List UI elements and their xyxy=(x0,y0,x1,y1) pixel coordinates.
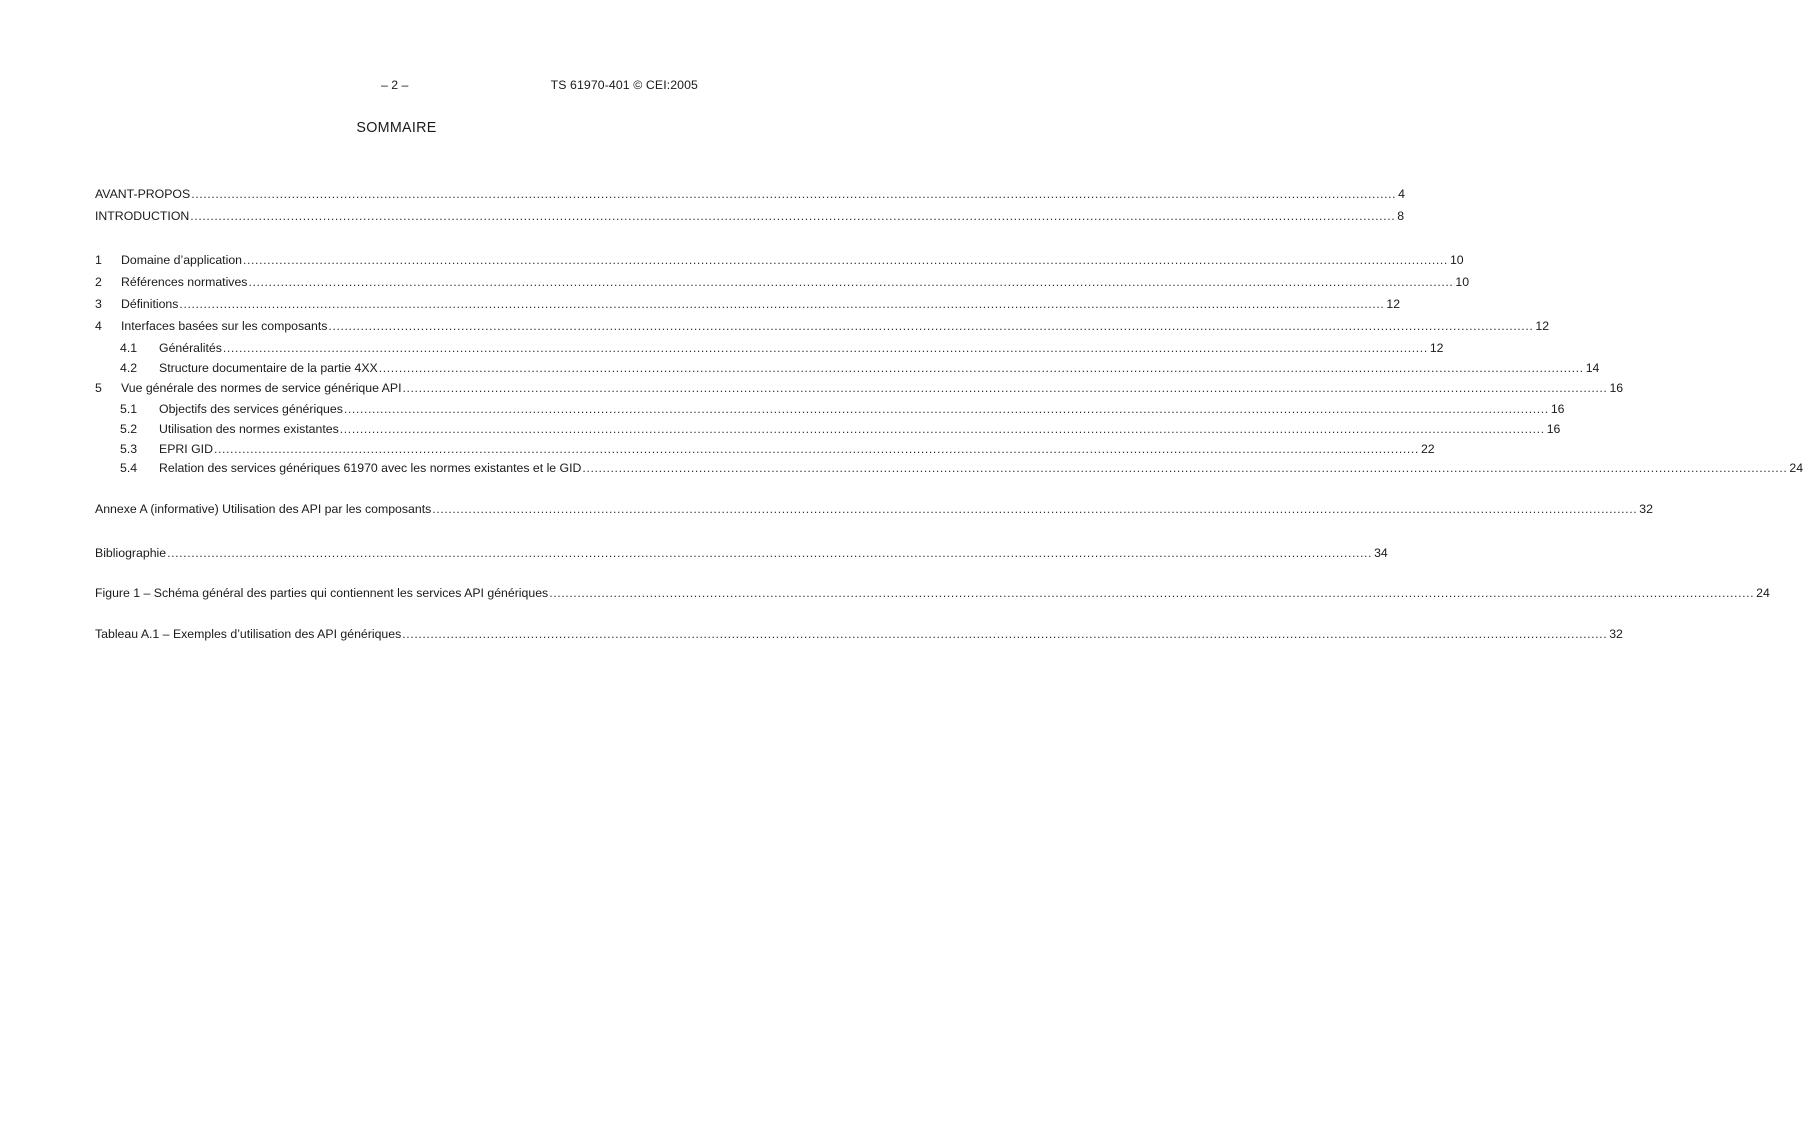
toc-entry-label: Vue générale des normes de service générique API xyxy=(121,381,402,395)
toc-entry-page: 14 xyxy=(1585,361,1600,375)
document-reference: TS 61970-401 © CEI:2005 xyxy=(550,78,698,92)
toc-entry-section-1[interactable] xyxy=(95,252,1464,268)
toc-leader-dots: ............................................................................................................................................................................................................................................................................................................ xyxy=(343,402,1549,416)
toc-entry-page: 34 xyxy=(1374,546,1388,560)
toc-leader-dots: ............................................................................................................................................................................................................................................................................................................ xyxy=(190,209,1396,223)
toc-entry-label: Relation des services génériques 61970 avec les normes existantes et le GID xyxy=(159,461,582,475)
toc-entry-label: Structure documentaire de la partie 4XX xyxy=(159,361,378,375)
toc-entry-label: Définitions xyxy=(121,297,179,311)
toc-entry-page: 12 xyxy=(1429,341,1444,355)
toc-entry-number: 2 xyxy=(95,275,102,289)
toc-entry-page: 32 xyxy=(1639,502,1653,516)
toc-entry-avant-propos[interactable] xyxy=(95,186,1406,202)
toc-entry-section-5-1[interactable] xyxy=(120,401,1565,417)
toc-leader-dots: ............................................................................................................................................................................................................................................................................................................ xyxy=(248,275,1454,289)
toc-leader-dots: ............................................................................................................................................................................................................................................................................................................ xyxy=(582,461,1788,475)
toc-entry-number: 4 xyxy=(95,319,102,333)
toc-entry-label: AVANT-PROPOS xyxy=(95,187,191,201)
toc-entry-number: 5 xyxy=(95,381,102,395)
toc-leader-dots: ............................................................................................................................................................................................................................................................................................................ xyxy=(222,341,1428,355)
toc-leader-dots: ............................................................................................................................................................................................................................................................................................................ xyxy=(179,297,1385,311)
toc-leader-dots: ............................................................................................................................................................................................................................................................................................................ xyxy=(167,546,1373,560)
toc-leader-dots: ............................................................................................................................................................................................................................................................................................................ xyxy=(213,442,1419,456)
toc-entry-number: 5.4 xyxy=(120,461,138,475)
toc-entry-page: 24 xyxy=(1756,586,1770,600)
toc-entry-page: 10 xyxy=(1455,275,1470,289)
toc-entry-page: 24 xyxy=(1789,461,1803,475)
toc-entry-figure-1[interactable] xyxy=(95,585,1770,601)
toc-entry-number: 4.2 xyxy=(120,361,138,375)
toc-entry-section-5-4[interactable] xyxy=(120,460,1803,476)
toc-entry-page: 22 xyxy=(1420,442,1435,456)
toc-entry-section-5-2[interactable] xyxy=(120,421,1561,437)
toc-entry-section-5[interactable] xyxy=(95,380,1624,396)
toc-leader-dots: ............................................................................................................................................................................................................................................................................................................ xyxy=(328,319,1534,333)
toc-entry-page: 16 xyxy=(1609,381,1624,395)
toc-entry-bibliography[interactable] xyxy=(95,545,1388,561)
toc-entry-section-2[interactable] xyxy=(95,274,1470,290)
toc-entry-label: EPRI GID xyxy=(159,442,213,456)
toc-leader-dots: ............................................................................................................................................................................................................................................................................................................ xyxy=(378,361,1584,375)
toc-entry-page: 16 xyxy=(1550,402,1565,416)
toc-entry-number: 5.3 xyxy=(120,442,138,456)
toc-leader-dots: ............................................................................................................................................................................................................................................................................................................ xyxy=(432,502,1638,516)
toc-entry-label: Utilisation des normes existantes xyxy=(159,422,339,436)
toc-entry-label: Objectifs des services génériques xyxy=(159,402,343,416)
toc-entry-number: 4.1 xyxy=(120,341,138,355)
toc-entry-page: 32 xyxy=(1609,627,1623,641)
toc-entry-introduction[interactable] xyxy=(95,208,1405,224)
toc-entry-section-3[interactable] xyxy=(95,296,1401,312)
toc-entry-label: Tableau A.1 – Exemples d’utilisation des API génériques xyxy=(95,627,402,641)
toc-leader-dots: ............................................................................................................................................................................................................................................................................................................ xyxy=(191,187,1397,201)
toc-entry-section-5-3[interactable] xyxy=(120,441,1435,457)
toc-entry-label: Références normatives xyxy=(121,275,248,289)
toc-entry-label: Annexe A (informative) Utilisation des API par les composants xyxy=(95,502,432,516)
page-title: SOMMAIRE xyxy=(356,120,437,136)
toc-leader-dots: ............................................................................................................................................................................................................................................................................................................ xyxy=(243,253,1448,267)
toc-entry-label: Bibliographie xyxy=(95,546,167,560)
toc-entry-page: 4 xyxy=(1398,187,1406,201)
toc-entry-page: 12 xyxy=(1386,297,1401,311)
toc-entry-label: Généralités xyxy=(159,341,222,355)
toc-entry-page: 16 xyxy=(1546,422,1561,436)
toc-entry-annex-a[interactable] xyxy=(95,501,1653,517)
toc-entry-label: Figure 1 – Schéma général des parties qui contiennent les services API génériques xyxy=(95,586,549,600)
toc-entry-label: Domaine d’application xyxy=(121,253,242,267)
toc-entry-number: 5.2 xyxy=(120,422,138,436)
toc-entry-page: 10 xyxy=(1449,253,1464,267)
toc-entry-number: 1 xyxy=(95,253,102,267)
page-number: – 2 – xyxy=(381,78,409,92)
toc-entry-section-4[interactable] xyxy=(95,318,1550,334)
toc-leader-dots: ............................................................................................................................................................................................................................................................................................................ xyxy=(402,381,1608,395)
toc-entry-label: Interfaces basées sur les composants xyxy=(121,319,328,333)
toc-leader-dots: ............................................................................................................................................................................................................................................................................................................ xyxy=(339,422,1545,436)
toc-entry-page: 12 xyxy=(1535,319,1550,333)
toc-leader-dots: ............................................................................................................................................................................................................................................................................................................ xyxy=(549,586,1755,600)
toc-entry-section-4-2[interactable] xyxy=(120,360,1600,376)
toc-entry-label: INTRODUCTION xyxy=(95,209,190,223)
toc-entry-number: 5.1 xyxy=(120,402,138,416)
toc-entry-page: 8 xyxy=(1397,209,1405,223)
toc-entry-section-4-1[interactable] xyxy=(120,340,1444,356)
toc-entry-number: 3 xyxy=(95,297,102,311)
toc-leader-dots: ............................................................................................................................................................................................................................................................................................................ xyxy=(402,627,1608,641)
toc-entry-table-a-1[interactable] xyxy=(95,626,1623,642)
